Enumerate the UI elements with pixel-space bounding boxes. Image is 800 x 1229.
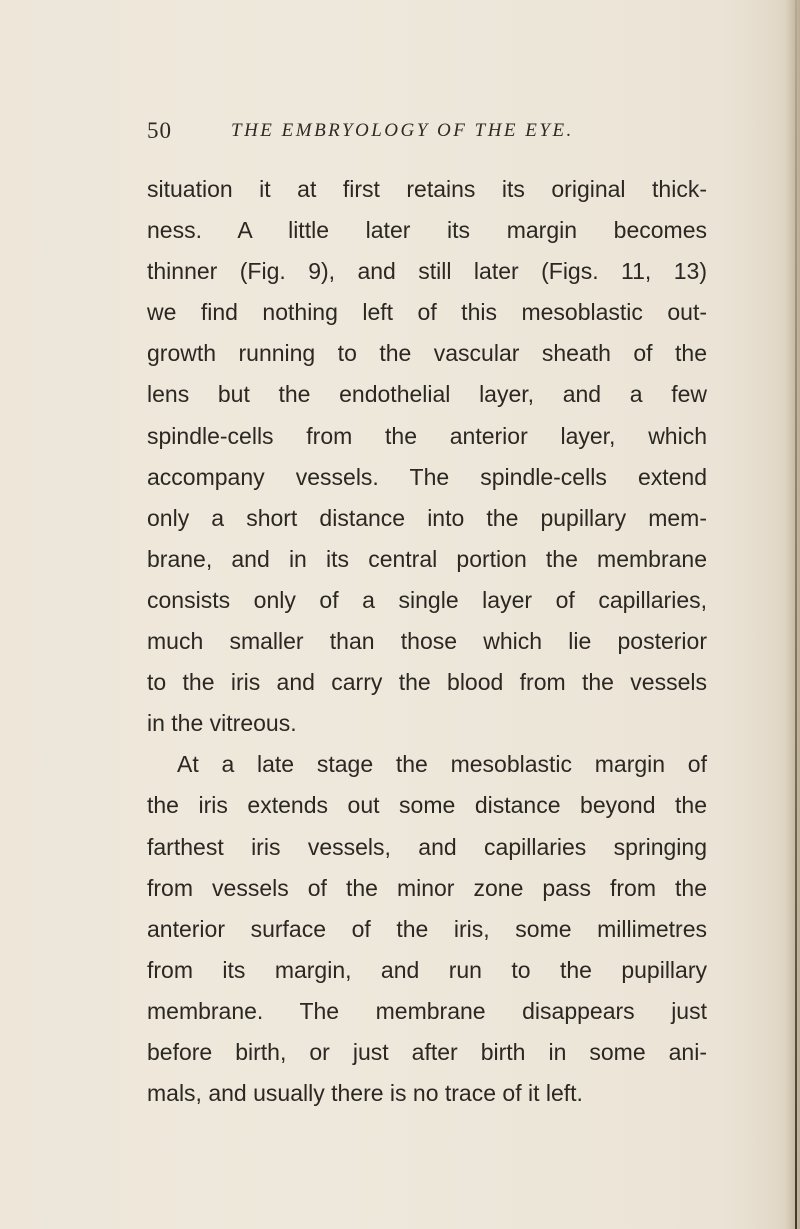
text-line: consists only of a single layer of capillaries, (147, 586, 707, 613)
text-line: the iris extends out some distance beyond the (147, 792, 707, 819)
text-line: growth running to the vascular sheath of the (147, 340, 707, 367)
text-line: brane, and in its central portion the membrane (147, 545, 707, 572)
text-line: membrane. The membrane disappears just (147, 997, 707, 1024)
text-line: much smaller than those which lie posterior (147, 628, 707, 655)
text-line: in the vitreous. (147, 710, 297, 737)
page-number: 50 (147, 118, 172, 143)
text-line: before birth, or just after birth in some ani- (147, 1038, 707, 1065)
page-edge (786, 0, 800, 1229)
text-line: accompany vessels. The spindle-cells extend (147, 463, 707, 490)
text-line: thinner (Fig. 9), and still later (Figs. 11, 13) (147, 258, 707, 285)
text-line: situation it at first retains its original thick- (147, 176, 707, 202)
text-line: farthest iris vessels, and capillaries springing (147, 833, 707, 860)
paragraph (147, 744, 707, 1114)
text-line: lens but the endothelial layer, and a few (147, 381, 707, 408)
text-line: from its margin, and run to the pupillary (147, 956, 707, 983)
text-line: spindle-cells from the anterior layer, which (147, 422, 707, 449)
text-line: mals, and usually there is no trace of it left. (147, 1080, 583, 1107)
body-text (147, 169, 707, 1114)
running-head (147, 118, 707, 148)
running-title: THE EMBRYOLOGY OF THE EYE. (231, 120, 574, 141)
text-line: we find nothing left of this mesoblastic out- (147, 299, 707, 326)
text-line: to the iris and carry the blood from the vessels (147, 669, 707, 696)
text-line: from vessels of the minor zone pass from the (147, 874, 707, 901)
text-line: ness. A little later its margin becomes (147, 217, 707, 244)
text-line: At a late stage the mesoblastic margin of (177, 751, 707, 778)
text-line: anterior surface of the iris, some millimetres (147, 915, 707, 942)
paragraph (147, 169, 707, 744)
text-line: only a short distance into the pupillary mem- (147, 504, 707, 531)
